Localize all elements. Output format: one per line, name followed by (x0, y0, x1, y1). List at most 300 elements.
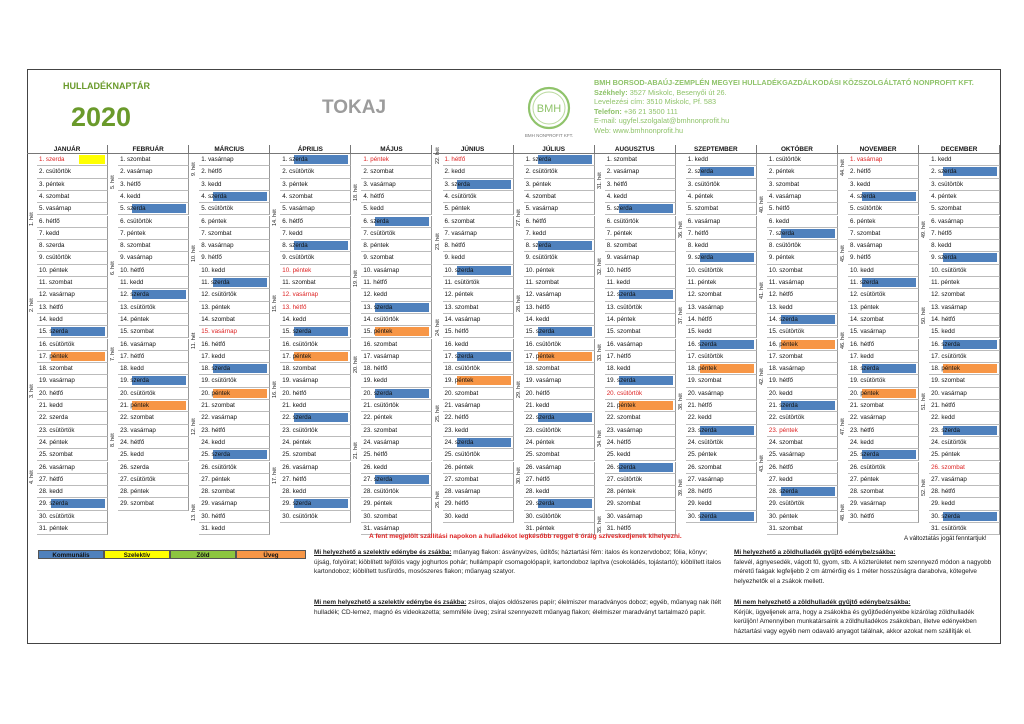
day-cell (605, 228, 676, 240)
day-cell (199, 265, 270, 277)
day-cell (605, 351, 676, 363)
day-label: 20. hétfő (282, 389, 307, 397)
day-label: 25. szerda (850, 451, 879, 459)
day-label: 29. péntek (363, 500, 393, 508)
day-label: 13. szerda (363, 303, 393, 311)
day-label: 5. hétfő (768, 205, 790, 213)
day-label: 27. csütörtök (120, 475, 156, 483)
day-cell (929, 523, 1000, 535)
day-cell (929, 486, 1000, 498)
day-label: 2. csütörtök (39, 168, 71, 176)
week-number: 20. hét (353, 356, 360, 374)
day-label: 14. kedd (525, 315, 550, 323)
day-cell (443, 511, 514, 523)
day-cell (199, 302, 270, 314)
day-cell (524, 166, 595, 178)
day-cell (280, 179, 351, 191)
day-cell (443, 388, 514, 400)
day-cell (605, 437, 676, 449)
day-label: 22. hétfő (444, 414, 469, 422)
day-label: 8. kedd (931, 242, 952, 250)
day-cell (199, 351, 270, 363)
day-label: 14. péntek (120, 315, 149, 323)
day-label: 30. kedd (444, 512, 469, 520)
day-cell (848, 474, 919, 486)
week-number: 8. hét (110, 433, 117, 447)
day-label: 4. hétfő (363, 192, 385, 200)
day-cell (280, 277, 351, 289)
day-cell (767, 437, 838, 449)
day-cell (929, 449, 1000, 461)
day-cell (37, 425, 108, 437)
day-cell (280, 462, 351, 474)
day-cell (929, 511, 1000, 523)
day-cell (280, 486, 351, 498)
week-number: 43. hét (758, 454, 765, 472)
day-label: 15. szombat (120, 328, 154, 336)
day-cell (199, 400, 270, 412)
day-label: 27. szombat (444, 475, 479, 483)
day-cell (524, 228, 595, 240)
day-label: 19. szerda (606, 377, 636, 385)
day-label: 28. kedd (525, 488, 550, 496)
day-cell (524, 498, 595, 510)
day-cell (361, 277, 432, 289)
day-cell (605, 449, 676, 461)
day-label: 2. szerda (931, 168, 957, 176)
day-cell (686, 252, 757, 264)
day-label: 15. szerda (282, 328, 312, 336)
week-number: 14. hét (272, 208, 279, 226)
day-cell (361, 449, 432, 461)
day-cell (443, 400, 514, 412)
day-cell (686, 462, 757, 474)
day-label: 19. péntek (444, 377, 474, 385)
month-header: JÚLIUS (514, 145, 595, 154)
day-cell (199, 449, 270, 461)
day-label: 21. csütörtök (363, 402, 399, 409)
week-number: 51. hét (921, 393, 928, 410)
day-cell (848, 375, 919, 387)
day-cell (767, 314, 838, 326)
day-cell (767, 326, 838, 338)
day-cell (199, 179, 270, 191)
day-label: 9. csütörtök (525, 254, 558, 262)
day-label: 13. hétfő (39, 303, 64, 311)
day-cell (767, 425, 838, 437)
day-cell (37, 388, 108, 400)
week-number: 12. hét (191, 417, 198, 435)
day-label: 20. szerda (363, 389, 393, 397)
day-cell (686, 474, 757, 486)
day-label: 18. hétfő (363, 365, 388, 373)
day-cell (686, 437, 757, 449)
company-logo (515, 84, 583, 140)
day-cell (280, 449, 351, 461)
day-cell (361, 228, 432, 240)
day-cell (280, 154, 351, 166)
day-cell (848, 351, 919, 363)
legend-szelektiv: Szelektív (104, 550, 170, 559)
day-label: 15. péntek (363, 328, 393, 336)
day-cell (118, 228, 189, 240)
day-cell (361, 437, 432, 449)
day-cell (524, 191, 595, 203)
day-cell (37, 437, 108, 449)
day-label: 4. szombat (282, 192, 313, 200)
day-cell (199, 203, 270, 215)
day-cell (443, 302, 514, 314)
day-label: 17. kedd (201, 352, 225, 360)
day-label: 17. csütörtök (687, 352, 724, 360)
day-cell (37, 412, 108, 424)
day-label: 13. csütörtök (606, 303, 643, 311)
day-label: 1. szerda (282, 156, 308, 163)
day-cell (767, 203, 838, 215)
day-cell (443, 240, 514, 252)
company-email[interactable]: E-mail: ugyfel.szolgalat@bmhnonprofit.hu (594, 116, 730, 126)
day-label: 12. kedd (363, 291, 388, 299)
day-cell (767, 498, 838, 510)
day-cell (37, 339, 108, 351)
day-cell (361, 240, 432, 252)
day-cell (848, 228, 919, 240)
day-cell (37, 166, 108, 178)
month-header: NOVEMBER (838, 145, 919, 154)
day-cell (37, 351, 108, 363)
day-cell (37, 191, 108, 203)
day-cell (118, 265, 189, 277)
day-cell (280, 216, 351, 228)
day-cell (361, 265, 432, 277)
day-cell (37, 228, 108, 240)
day-cell (605, 252, 676, 264)
day-label: 26. péntek (444, 463, 474, 471)
day-label: 27. hétfő (282, 475, 307, 483)
day-label: 29. szerda (39, 500, 68, 508)
day-cell (524, 314, 595, 326)
day-cell (524, 412, 595, 424)
day-label: 7. csütörtök (363, 229, 396, 237)
day-cell (524, 203, 595, 215)
day-label: 11. vasárnap (768, 279, 805, 286)
day-label: 18. szombat (282, 365, 317, 373)
day-cell (767, 511, 838, 523)
month-header: DECEMBER (919, 145, 1000, 154)
company-name: BMH BORSOD-ABAÚJ-ZEMPLÉN MEGYEI HULLADÉKGAZDÁLKODÁSI KÖZSZOLGÁLTATÓ NONPROFIT KFT. (594, 78, 974, 87)
day-cell (848, 412, 919, 424)
day-label: 10. vasárnap (363, 266, 400, 274)
day-label: 2. csütörtök (525, 168, 558, 176)
day-cell (118, 425, 189, 437)
day-cell (686, 412, 757, 424)
day-label: 25. csütörtök (444, 451, 480, 459)
day-label: 20. vasárnap (931, 389, 967, 397)
calendar-year: 2020 (71, 102, 132, 132)
day-cell (443, 203, 514, 215)
day-label: 21. kedd (282, 402, 307, 409)
day-cell (605, 486, 676, 498)
day-cell (443, 375, 514, 387)
day-label: 18. csütörtök (444, 365, 480, 373)
week-number: 19. hét (353, 270, 360, 287)
week-number: 15. hét (272, 294, 279, 312)
day-label: 8. szerda (282, 242, 308, 250)
day-cell (848, 400, 919, 412)
day-label: 12. szombat (687, 291, 722, 299)
day-cell (361, 400, 432, 412)
day-cell (686, 166, 757, 178)
day-cell (605, 289, 676, 301)
day-cell (686, 400, 757, 412)
day-cell (605, 400, 676, 412)
day-cell (524, 425, 595, 437)
day-label: 9. péntek (768, 254, 795, 262)
day-cell (37, 400, 108, 412)
day-label: 12. vasárnap (39, 291, 75, 299)
day-label: 13. vasárnap (687, 303, 724, 311)
day-label: 18. szombat (525, 365, 560, 373)
day-cell (199, 388, 270, 400)
day-cell (199, 240, 270, 252)
day-cell (767, 462, 838, 474)
day-cell (848, 302, 919, 314)
day-label: 3. szerda (444, 180, 470, 188)
week-number: 24. hét (434, 319, 441, 337)
day-label: 15. csütörtök (768, 328, 805, 336)
day-cell (37, 154, 108, 166)
day-label: 6. vasárnap (687, 217, 721, 225)
day-cell (524, 154, 595, 166)
day-cell (118, 388, 189, 400)
day-label: 18. szerda (201, 365, 231, 373)
day-label: 12. hétfő (768, 291, 793, 299)
month-header: ÁPRILIS (270, 145, 351, 154)
day-cell (361, 388, 432, 400)
day-cell (118, 240, 189, 252)
day-label: 26. szerda (606, 463, 636, 471)
day-cell (118, 498, 189, 510)
day-cell (767, 289, 838, 301)
day-cell (361, 425, 432, 437)
day-cell (37, 363, 108, 375)
day-label: 3. hétfő (120, 180, 141, 188)
day-label: 14. szombat (201, 315, 235, 323)
day-cell (280, 191, 351, 203)
day-cell (686, 228, 757, 240)
day-cell (767, 474, 838, 486)
day-cell (848, 314, 919, 326)
day-cell (37, 265, 108, 277)
day-label: 17. hétfő (606, 352, 631, 360)
city-name: TOKAJ (322, 97, 387, 118)
day-label: 11. csütörtök (444, 279, 480, 286)
day-cell (524, 339, 595, 351)
day-cell (848, 154, 919, 166)
day-cell (848, 203, 919, 215)
day-label: 31. péntek (39, 525, 68, 532)
day-cell (280, 240, 351, 252)
day-label: 26. csütörtök (850, 463, 886, 471)
day-cell (686, 326, 757, 338)
day-label: 10. csütörtök (687, 266, 724, 274)
selective-allowed: Mi helyezhető a szelektív edénybe és zsákba: műanyag flakon: ásványvizes, üdítős; háztartási fém: italos és konzervdoboz; fólia, könyv; újság, folyóirat; kiöblített tejfölös vagy joghurtos pohár; hullámpapír csomagolópapír, kartondoboz lapítva (csokoládés, tojástartó); kiöblített italos kartondoboz; kiöblített tusfürdős, mosószeres flakon; műanyag szatyor. (314, 549, 722, 576)
day-label: 28. kedd (282, 488, 307, 496)
day-label: 27. vasárnap (931, 475, 967, 483)
day-cell (929, 179, 1000, 191)
day-label: 10. kedd (850, 266, 874, 274)
week-number: 4. hét (29, 470, 35, 484)
day-label: 8. szerda (39, 242, 65, 250)
day-cell (443, 339, 514, 351)
day-label: 9. hétfő (850, 254, 871, 262)
week-number: 40. hét (758, 196, 765, 214)
day-cell (524, 240, 595, 252)
week-number: 37. hét (677, 307, 684, 324)
day-label: 8. hétfő (444, 242, 466, 250)
day-label: 24. szombat (768, 438, 803, 446)
day-label: 24. csütörtök (687, 438, 724, 446)
day-label: 24. csütörtök (931, 438, 967, 446)
day-cell (280, 425, 351, 437)
week-number: 5. hét (110, 174, 117, 189)
day-label: 6. szerda (363, 217, 389, 225)
day-cell (524, 265, 595, 277)
day-label: 3. péntek (525, 180, 552, 188)
day-label: 2. hétfő (850, 168, 871, 176)
day-cell (118, 339, 189, 351)
day-label: 4. szombat (39, 192, 70, 200)
day-label: 31. hétfő (606, 525, 631, 532)
day-cell (767, 363, 838, 375)
day-cell (443, 252, 514, 264)
day-cell (37, 498, 108, 510)
day-label: 10. kedd (201, 266, 225, 274)
day-cell (118, 351, 189, 363)
day-label: 31. péntek (525, 525, 555, 532)
day-cell (524, 326, 595, 338)
day-label: 29. hétfő (444, 500, 469, 508)
day-cell (199, 474, 270, 486)
day-label: 12. vasárnap (282, 291, 319, 299)
day-label: 24. hétfő (120, 438, 145, 446)
day-label: 3. csütörtök (931, 180, 964, 188)
day-label: 30. péntek (768, 512, 798, 520)
week-number: 45. hét (840, 245, 846, 263)
day-label: 24. kedd (201, 438, 225, 446)
day-label: 19. vasárnap (39, 377, 75, 385)
day-label: 14. hétfő (687, 315, 712, 323)
day-label: 16. csütörtök (282, 340, 318, 348)
day-label: 24. hétfő (606, 438, 631, 446)
day-label: 21. szerda (768, 402, 798, 409)
day-label: 28. péntek (606, 488, 636, 496)
day-cell (199, 425, 270, 437)
day-label: 9. szombat (363, 254, 394, 262)
day-label: 20. csütörtök (120, 389, 156, 397)
day-label: 5. péntek (444, 205, 470, 213)
day-label: 14. hétfő (931, 315, 956, 323)
day-label: 16. csütörtök (525, 340, 562, 348)
day-cell (767, 449, 838, 461)
day-label: 8. csütörtök (768, 242, 801, 250)
day-label: 17. péntek (282, 352, 312, 360)
legend-uveg: Üveg (236, 550, 306, 559)
day-cell (929, 277, 1000, 289)
day-cell (443, 265, 514, 277)
day-cell (37, 314, 108, 326)
day-label: 25. szombat (282, 451, 317, 459)
day-label: 8. vasárnap (201, 242, 234, 250)
day-label: 2. péntek (768, 168, 795, 176)
day-cell (686, 216, 757, 228)
day-label: 15. szerda (39, 328, 68, 336)
day-cell (280, 302, 351, 314)
day-label: 4. szombat (525, 192, 556, 200)
day-cell (848, 437, 919, 449)
day-label: 4. szerda (850, 192, 876, 200)
week-number: 17. hét (272, 466, 279, 484)
day-label: 16. szerda (931, 340, 960, 348)
day-label: 14. szerda (768, 315, 798, 323)
day-cell (361, 191, 432, 203)
day-cell (929, 474, 1000, 486)
week-number: 21. hét (353, 442, 360, 460)
week-number: 50. hét (921, 307, 928, 324)
week-number: 42. hét (758, 368, 765, 386)
day-cell (199, 191, 270, 203)
day-cell (199, 228, 270, 240)
day-label: 27. péntek (850, 475, 879, 483)
day-cell (280, 314, 351, 326)
day-cell (280, 326, 351, 338)
day-cell (199, 314, 270, 326)
day-label: 3. vasárnap (363, 180, 396, 188)
day-cell (686, 289, 757, 301)
day-label: 11. péntek (687, 279, 717, 286)
day-cell (605, 302, 676, 314)
day-label: 9. vasárnap (606, 254, 640, 262)
day-cell (767, 412, 838, 424)
day-cell (605, 154, 676, 166)
day-cell (605, 339, 676, 351)
day-label: 17. kedd (850, 352, 874, 360)
day-label: 1. péntek (363, 156, 389, 163)
day-cell (118, 449, 189, 461)
day-label: 4. vasárnap (768, 192, 802, 200)
day-label: 28. szerda (768, 488, 798, 496)
day-label: 12. csütörtök (850, 291, 886, 299)
company-web[interactable]: Web: www.bmhnonprofit.hu (594, 125, 684, 135)
week-number: 38. hét (677, 393, 684, 410)
week-number: 41. hét (758, 282, 765, 300)
day-label: 26. vasárnap (525, 463, 562, 471)
day-label: 27. kedd (768, 475, 793, 483)
day-label: 30. szerda (931, 512, 960, 520)
day-label: 6. hétfő (282, 217, 303, 225)
day-label: 1. szerda (39, 156, 65, 163)
company-seat: Székhely: 3527 Miskolc, Besenyői út 26. (594, 87, 727, 97)
day-cell (686, 511, 757, 523)
day-label: 25. kedd (606, 451, 631, 459)
day-cell (361, 486, 432, 498)
day-cell (37, 449, 108, 461)
day-label: 11. kedd (606, 279, 630, 286)
day-cell (118, 289, 189, 301)
day-cell (37, 326, 108, 338)
day-label: 26. szombat (931, 463, 965, 471)
day-cell (848, 339, 919, 351)
